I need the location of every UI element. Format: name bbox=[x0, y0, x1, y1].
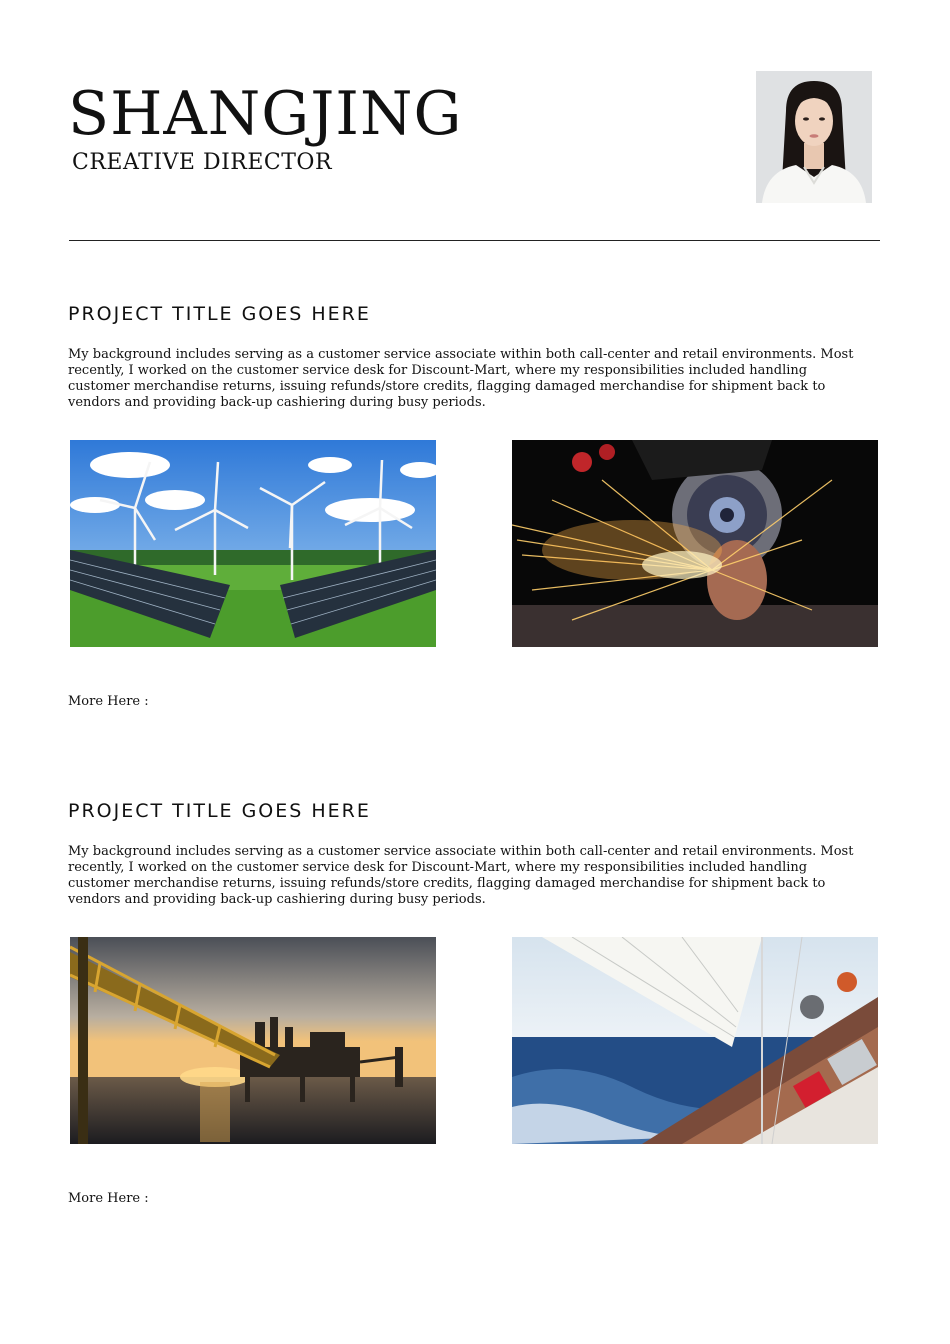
angle-grinder-sparks-photo bbox=[512, 440, 878, 647]
resume-name: SHANGJING bbox=[68, 79, 463, 149]
project-title: PROJECT TITLE GOES HERE bbox=[68, 303, 371, 325]
more-here-label: More Here : bbox=[68, 694, 149, 709]
wind-turbines-solar-panels-photo bbox=[70, 440, 436, 647]
project-section bbox=[68, 799, 880, 1206]
sailboat-deck-ocean-photo bbox=[512, 937, 878, 1144]
project-description: My background includes serving as a customer service associate within both call-center and retail environments. Most recently, I worked on the customer service desk for Discount-Mart, where my responsibilities included handling customer merchandise returns, issuing refunds/store credits, flagging damaged merchandise for shipment back to vendors and providing back-up cashiering during busy periods. bbox=[68, 844, 854, 907]
project-section bbox=[68, 302, 880, 709]
header-divider bbox=[69, 240, 880, 241]
project-description: My background includes serving as a customer service associate within both call-center and retail environments. Most recently, I worked on the customer service desk for Discount-Mart, where my responsibilities included handling customer merchandise returns, issuing refunds/store credits, flagging damaged merchandise for shipment back to vendors and providing back-up cashiering during busy periods. bbox=[68, 347, 854, 410]
portrait-photo bbox=[756, 71, 872, 203]
resume-role: CREATIVE DIRECTOR bbox=[72, 150, 333, 175]
project-title: PROJECT TITLE GOES HERE bbox=[68, 800, 371, 822]
more-here-label: More Here : bbox=[68, 1191, 149, 1206]
offshore-oil-platform-sunset-photo bbox=[70, 937, 436, 1144]
